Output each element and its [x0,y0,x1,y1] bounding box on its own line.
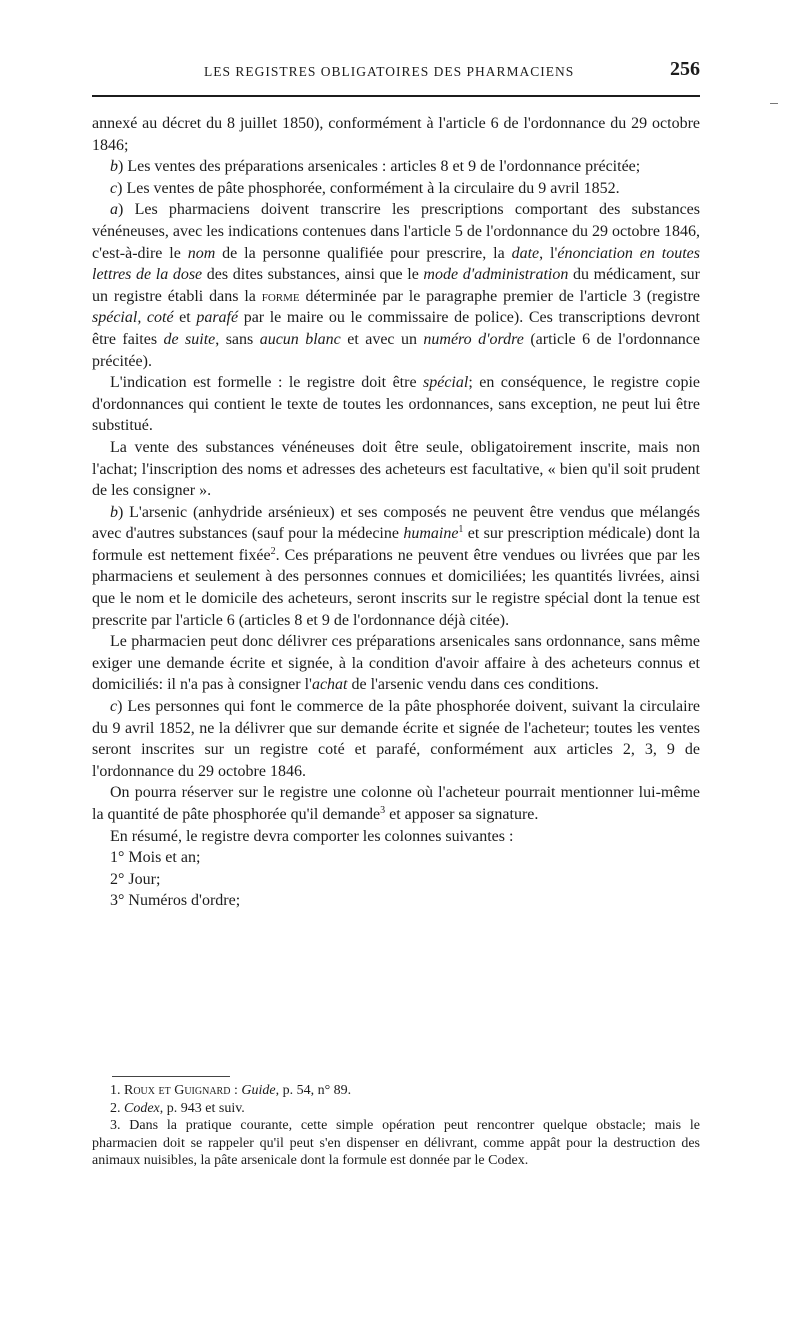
paragraph-buyer-column: On pourra réserver sur le registre une colonne où l'acheteur pourrait mentionner lui-même la quantité de pâte phosphorée qu'il demande$^3$ et apposer sa signature. [92,784,700,823]
page-number: 256 [670,58,700,80]
paragraph-special-register: L'indication est formelle : le registre doit être spécial; en conséquence, le registre copie d'ordonnances qui contient le texte de toutes les ordonnances, sans exception, ne peut lui être substitué. [92,374,700,435]
paragraph-sale-registration: La vente des substances vénéneuses doit être seule, obligatoirement inscrite, mais non l'achat; l'inscription des noms et adresses des acheteurs est facultative, « bien qu'il soit prudent de les consigner ». [92,438,700,500]
running-title: LES REGISTRES OBLIGATOIRES DES PHARMACIENS [204,64,575,79]
footnote-2: 2. Codex, p. 943 et suiv. [110,1100,245,1116]
footnote-ref-2[interactable]: 2 [270,545,276,557]
footnote-ref-1[interactable]: 1 [458,524,464,536]
paragraph-pharmacist-delivery: Le pharmacien peut donc délivrer ces préparations arsenicales sans ordonnance, sans même exiger une demande écrite et signée, à la condition d'avoir affaire à des acheteurs connus et domiciliés: il n'a pas à consigner l'achat de l'arsenic vendu dans ces conditions. [92,633,700,694]
paragraph-decree-continuation: annexé au décret du 8 juillet 1850), conformément à l'article 6 de l'ordonnance du 29 octobre 1846; [92,115,700,154]
page-edge-mark [770,103,778,104]
paragraph-arsenic-sales-item: b) Les ventes des préparations arsenicales : articles 8 et 9 de l'ordonnance précitée; [110,158,641,176]
list-item: 1° Mois et an; [110,849,201,867]
paragraph-phosphorus-paste-item: c) Les ventes de pâte phosphorée, conformément à la circulaire du 9 avril 1852. [110,179,620,197]
footnote-1: 1. Roux et Guignard : Guide, p. 54, n° 89. [110,1083,352,1098]
paragraph-prescriptions-transcription: a) Les pharmaciens doivent transcrire les prescriptions comportant des substances vénéneuses, avec les indications contenues dans l'article 5 de l'ordonnance du 29 octobre 1846, c'est-à-dire le nom de la personne qualifiée pour prescrire, la date, l'énonciation en toutes lettres de la dose des dites substances, ainsi que le mode d'administration du médicament, sur un registre établi dans la forme déterminée par le paragraphe premier de l'article 3 (registre spécial, coté et parafé par le maire ou le commissaire de police). Ces transcriptions devront être faites de suite, sans aucun blanc et avec un numéro d'ordre (article 6 de l'ordonnance précitée). [92,201,701,370]
body-text [92,113,700,912]
header-rule [92,95,700,97]
paragraph-phosphorus-paste-trade: c) Les personnes qui font le commerce de la pâte phosphorée doivent, suivant la circulaire du 9 avril 1852, ne la délivrer que sur demande écrite et signée de l'acheteur; toutes les ventes seront inscrites sur un registre coté et parafé, conformément aux articles 2, 3, 9 de l'ordonnance du 29 octobre 1846. [92,698,700,780]
footnote-3: 3. Dans la pratique courante, cette simple opération peut rencontrer quelque obstacle; mais le pharmacien doit se rappeler qu'il peut s'en dispenser en délivrant, comme appât pour la destruction des animaux nuisibles, la pâte arsenicale dont la formule est donnée par le Codex. [92,1118,700,1168]
footnote-ref-3[interactable]: 3 [380,805,386,816]
paragraph-arsenic-rules: b) L'arsenic (anhydride arsénieux) et ses composés ne peuvent être vendus que mélangés avec d'autres substances (sauf pour la médecine humaine$^1$ et sur prescription médicale) dont la formule est nettement fixée$^2$. Ces préparations ne peuvent être vendues ou livrées que par les pharmaciens et seulement à des personnes connues et domiciliées; les quantités livrées, ainsi que le nom et le domicile des acheteurs, seront inscrits sur le registre spécial dont la tenue est prescrite par l'article 6 (articles 8 et 9 de l'ordonnance déjà citée). [92,503,701,629]
footnotes [92,1082,700,1170]
footnote-rule [112,1076,230,1077]
list-item: 2° Jour; [110,870,161,888]
list-item: 3° Numéros d'ordre; [110,892,241,910]
paragraph-summary: En résumé, le registre devra comporter les colonnes suivantes : [110,827,514,845]
running-header [92,58,700,88]
